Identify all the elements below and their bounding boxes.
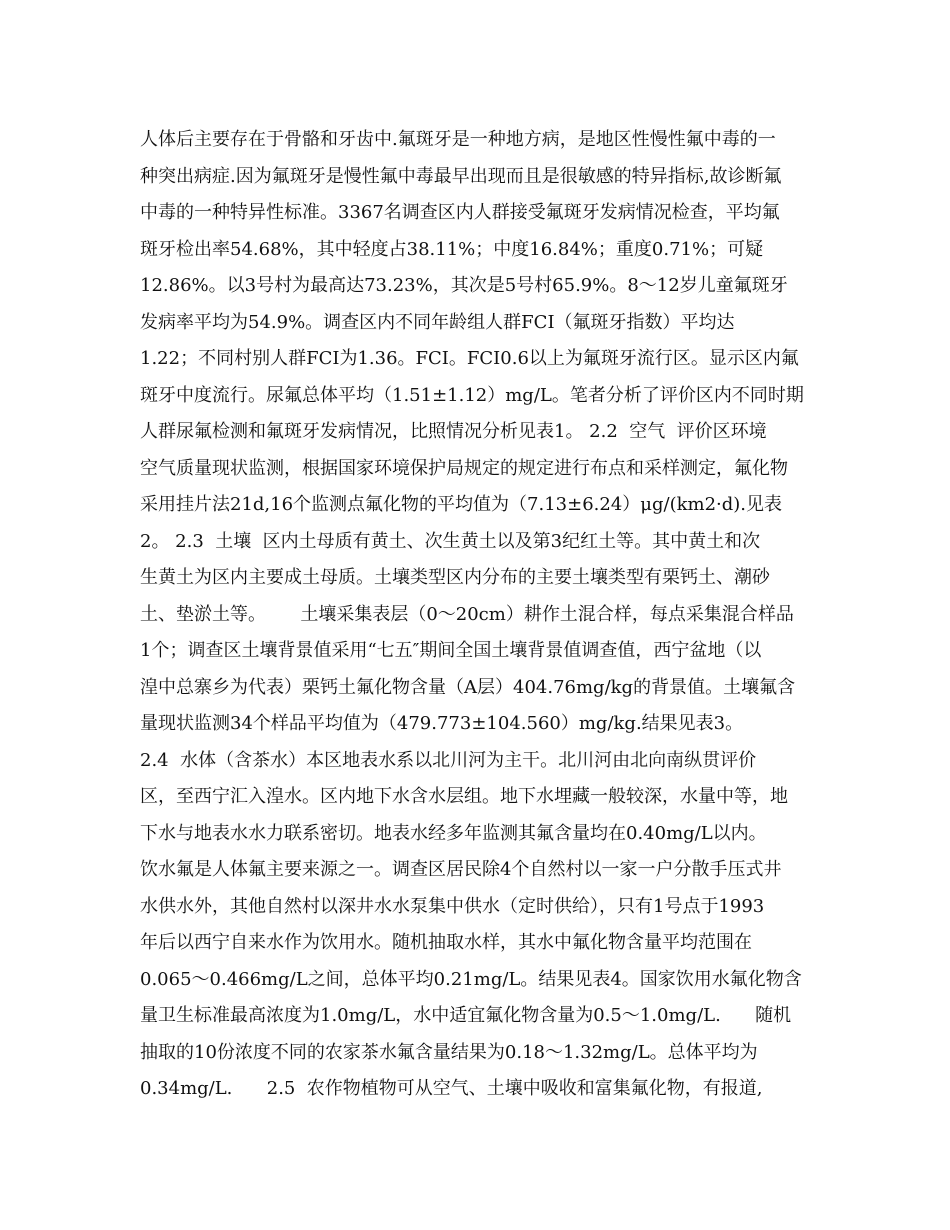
text-line: 人体后主要存在于骨骼和牙齿中.氟斑牙是一种地方病，是地区性慢性氟中毒的一	[140, 129, 776, 150]
text-line: 斑牙中度流行。尿氟总体平均（1.51±1.12）mg/L。笔者分析了评价区内不同时期	[140, 384, 804, 406]
text-line: 湟中总寨乡为代表）栗钙土氟化物含量（A层）404.76mg/kg的背景值。土壤氟含	[140, 676, 796, 698]
text-line: 生黄土为区内主要成土母质。土壤类型区内分布的主要土壤类型有栗钙土、潮砂	[140, 567, 770, 588]
text-line: 斑牙检出率54.68%，其中轻度占38.11%；中度16.84%；重度0.71%；可疑	[140, 238, 764, 260]
text-line: 1.22；不同村别人群FCI为1.36。FCI。FCI0.6以上为氟斑牙流行区。显示区内氟	[140, 348, 799, 369]
text-line: 抽取的10份浓度不同的农家茶水氟含量结果为0.18～1.32mg/L。总体平均为	[140, 1041, 758, 1063]
text-line: 2。 2.3 土壤 区内土母质有黄土、次生黄土以及第3纪红土等。其中黄土和次	[140, 530, 761, 552]
text-line: 中毒的一种特异性标准。3367名调查区内人群接受氟斑牙发病情况检查，平均氟	[140, 202, 780, 223]
text-line: 0.34mg/L. 2.5 农作物植物可从空气、土壤中吸收和富集氟化物，有报道,	[140, 1078, 763, 1099]
body-text	[140, 122, 820, 1108]
text-line: 0.065～0.466mg/L之间，总体平均0.21mg/L。结果见表4。国家饮用水氟化物含	[140, 968, 802, 990]
text-line: 量卫生标准最高浓度为1.0mg/L，水中适宜氟化物含量为0.5～1.0mg/L. 随机	[140, 1005, 792, 1026]
text-line: 种突出病症.因为氟斑牙是慢性氟中毒最早出现而且是很敏感的特异指标,故诊断氟	[140, 165, 782, 187]
text-line: 1个；调查区土壤背景值采用“七五″期间全国土壤背景值调查值，西宁盆地（以	[140, 640, 762, 661]
text-line: 发病率平均为54.9%。调查区内不同年龄组人群FCI（氟斑牙指数）平均达	[140, 311, 735, 333]
text-line: 下水与地表水水力联系密切。地表水经多年监测其氟含量均在0.40mg/L以内。	[140, 822, 767, 844]
text-line: 人群尿氟检测和氟斑牙发病情况，比照情况分析见表1。 2.2 空气 评价区环境	[140, 421, 767, 442]
text-line: 水供水外，其他自然村以深井水水泵集中供水（定时供给），只有1号点于1993	[140, 895, 765, 917]
text-line: 量现状监测34个样品平均值为（479.773±104.560）mg/kg.结果见表3。	[140, 713, 744, 734]
text-line: 年后以西宁自来水作为饮用水。随机抽取水样，其水中氟化物含量平均范围在	[140, 932, 752, 953]
text-line: 土、垫淤土等。 土壤采集表层（0～20cm）耕作土混合样，每点采集混合样品	[140, 603, 794, 625]
text-line: 2.4 水体（含茶水）本区地表水系以北川河为主干。北川河由北向南纵贯评价	[140, 749, 757, 771]
text-line: 空气质量现状监测，根据国家环境保护局规定的规定进行布点和采样测定，氟化物	[140, 457, 788, 479]
text-line: 采用挂片法21d,16个监测点氟化物的平均值为（7.13±6.24）μg/(km2·d).见表	[140, 494, 783, 515]
text-line: 饮水氟是人体氟主要来源之一。调查区居民除4个自然村以一家一户分散手压式井	[140, 859, 782, 880]
text-line: 区，至西宁汇入湟水。区内地下水含水层组。地下水埋藏一般较深，水量中等，地	[140, 786, 788, 807]
text-line: 12.86%。以3号村为最高达73.23%，其次是5号村65.9%。8～12岁儿童氟斑牙	[140, 275, 788, 296]
